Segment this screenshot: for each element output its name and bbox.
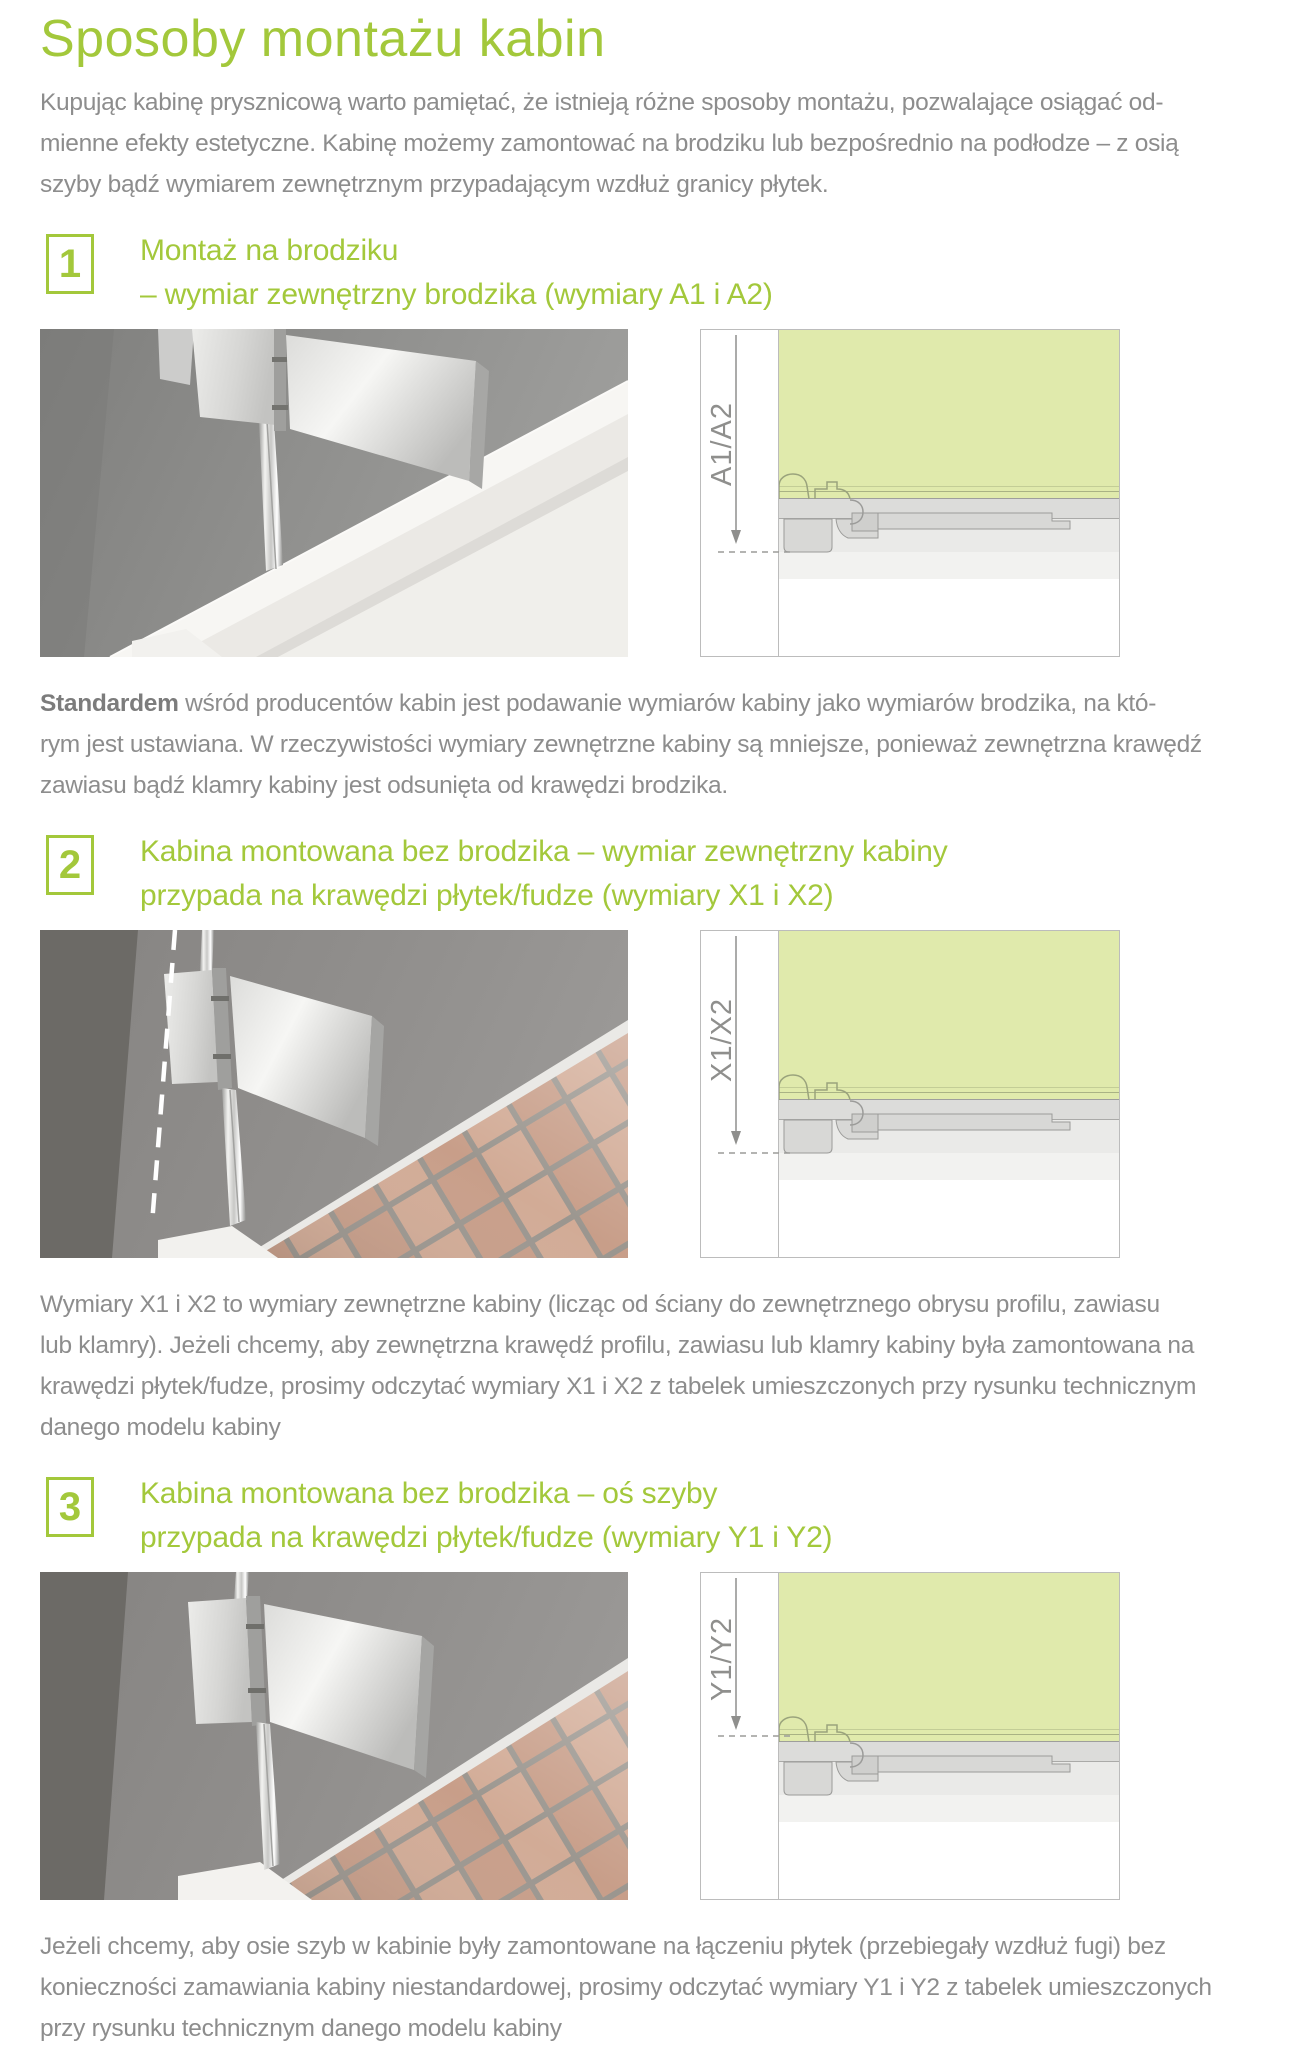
floor-profile-section <box>779 1742 1119 1823</box>
note-line: Wymiary X1 i X2 to wymiary zewnętrzne kabiny (licząc od ściany do zewnętrznego obrysu profilu, zawiasu <box>40 1291 1160 1318</box>
note-line: danego modelu kabiny <box>40 1414 281 1441</box>
section-1-number-badge: 1 <box>46 234 94 294</box>
photo-hinge-on-tray <box>40 329 628 657</box>
section-3-heading <box>140 1472 832 1560</box>
section-1-heading-line1: Montaż na brodziku <box>140 234 399 267</box>
section-1-header <box>40 229 1262 317</box>
note-line: krawędzi płytek/fudze, prosimy odczytać wymiary X1 i X2 z tabelek umieszczonych przy rysunku technicznym <box>40 1373 1197 1400</box>
diagram-y1-y2 <box>700 1572 1120 1900</box>
note-line-rest: wśród producentów kabin jest podawanie wymiarów kabiny jako wymiarów brodzika, na któ- <box>178 690 1157 717</box>
section-1-note <box>40 683 1262 806</box>
intro-line: mienne efekty estetyczne. Kabinę możemy zamontować na brodziku lub bezpośrednio na podłodze – z osią <box>40 130 1179 157</box>
glass-panel <box>779 1573 1119 1742</box>
section-2-heading-line2: przypada na krawędzi płytek/fudze (wymiary X1 i X2) <box>140 879 834 912</box>
note-line: rym jest ustawiana. W rzeczywistości wymiary zewnętrzne kabiny są mniejsze, ponieważ zewnętrzna krawędź <box>40 731 1202 758</box>
note-line: Jeżeli chcemy, aby osie szyb w kabinie były zamontowane na łączeniu płytek (przebiegały wzdłuż fugi) bez <box>40 1933 1166 1960</box>
page-title: Sposoby montażu kabin <box>40 10 606 68</box>
note-line: konieczności zamawiania kabiny niestandardowej, prosimy odczytać wymiary Y1 i Y2 z tabelek umieszczonych <box>40 1974 1212 2001</box>
dimension-label: Y1/Y2 <box>706 1617 738 1701</box>
glass-panel <box>779 931 1119 1100</box>
section-2-note <box>40 1284 1262 1448</box>
section-2-number-badge: 2 <box>46 835 94 895</box>
diagram-a1-a2 <box>700 329 1120 657</box>
dimension-label: A1/A2 <box>706 402 738 486</box>
photo-hinge-on-tiles-dashed <box>40 930 628 1258</box>
section-3-note <box>40 1926 1262 2049</box>
floor-profile-section <box>779 1100 1119 1181</box>
note-line: lub klamry). Jeżeli chcemy, aby zewnętrzna krawędź profilu, zawiasu lub klamry kabiny była zamontowana na <box>40 1332 1195 1359</box>
glass-panel <box>779 330 1119 499</box>
diagram-x1-x2 <box>700 930 1120 1258</box>
section-3-heading-line1: Kabina montowana bez brodzika – oś szyby <box>140 1477 718 1510</box>
section-3-number-badge: 3 <box>46 1477 94 1537</box>
section-2-figures <box>40 930 1262 1258</box>
note-line <box>40 683 1262 724</box>
intro-line: szyby bądź wymiarem zewnętrznym przypadającym wzdłuż granicy płytek. <box>40 171 829 198</box>
section-2-header <box>40 830 1262 918</box>
intro-paragraph <box>40 82 1262 205</box>
section-3-figures <box>40 1572 1262 1900</box>
section-3-header <box>40 1472 1262 1560</box>
note-line: przy rysunku technicznym danego modelu kabiny <box>40 2015 562 2042</box>
section-1-heading <box>140 229 773 317</box>
tray-profile-section <box>779 499 1119 580</box>
section-1-heading-line2: – wymiar zewnętrzny brodzika (wymiary A1 i A2) <box>140 278 773 311</box>
section-2-heading <box>140 830 948 918</box>
section-1-figures <box>40 329 1262 657</box>
section-3-heading-line2: przypada na krawędzi płytek/fudze (wymiary Y1 i Y2) <box>140 1521 833 1554</box>
intro-line: Kupując kabinę prysznicową warto pamiętać, że istnieją różne sposoby montażu, pozwalające osiągać od- <box>40 89 1164 116</box>
dimension-label: X1/X2 <box>706 998 738 1082</box>
note-line: zawiasu bądź klamry kabiny jest odsunięta od krawędzi brodzika. <box>40 772 728 799</box>
note-lead: Standardem <box>40 690 179 717</box>
photo-hinge-on-tiles <box>40 1572 628 1900</box>
section-2-heading-line1: Kabina montowana bez brodzika – wymiar zewnętrzny kabiny <box>140 835 948 868</box>
